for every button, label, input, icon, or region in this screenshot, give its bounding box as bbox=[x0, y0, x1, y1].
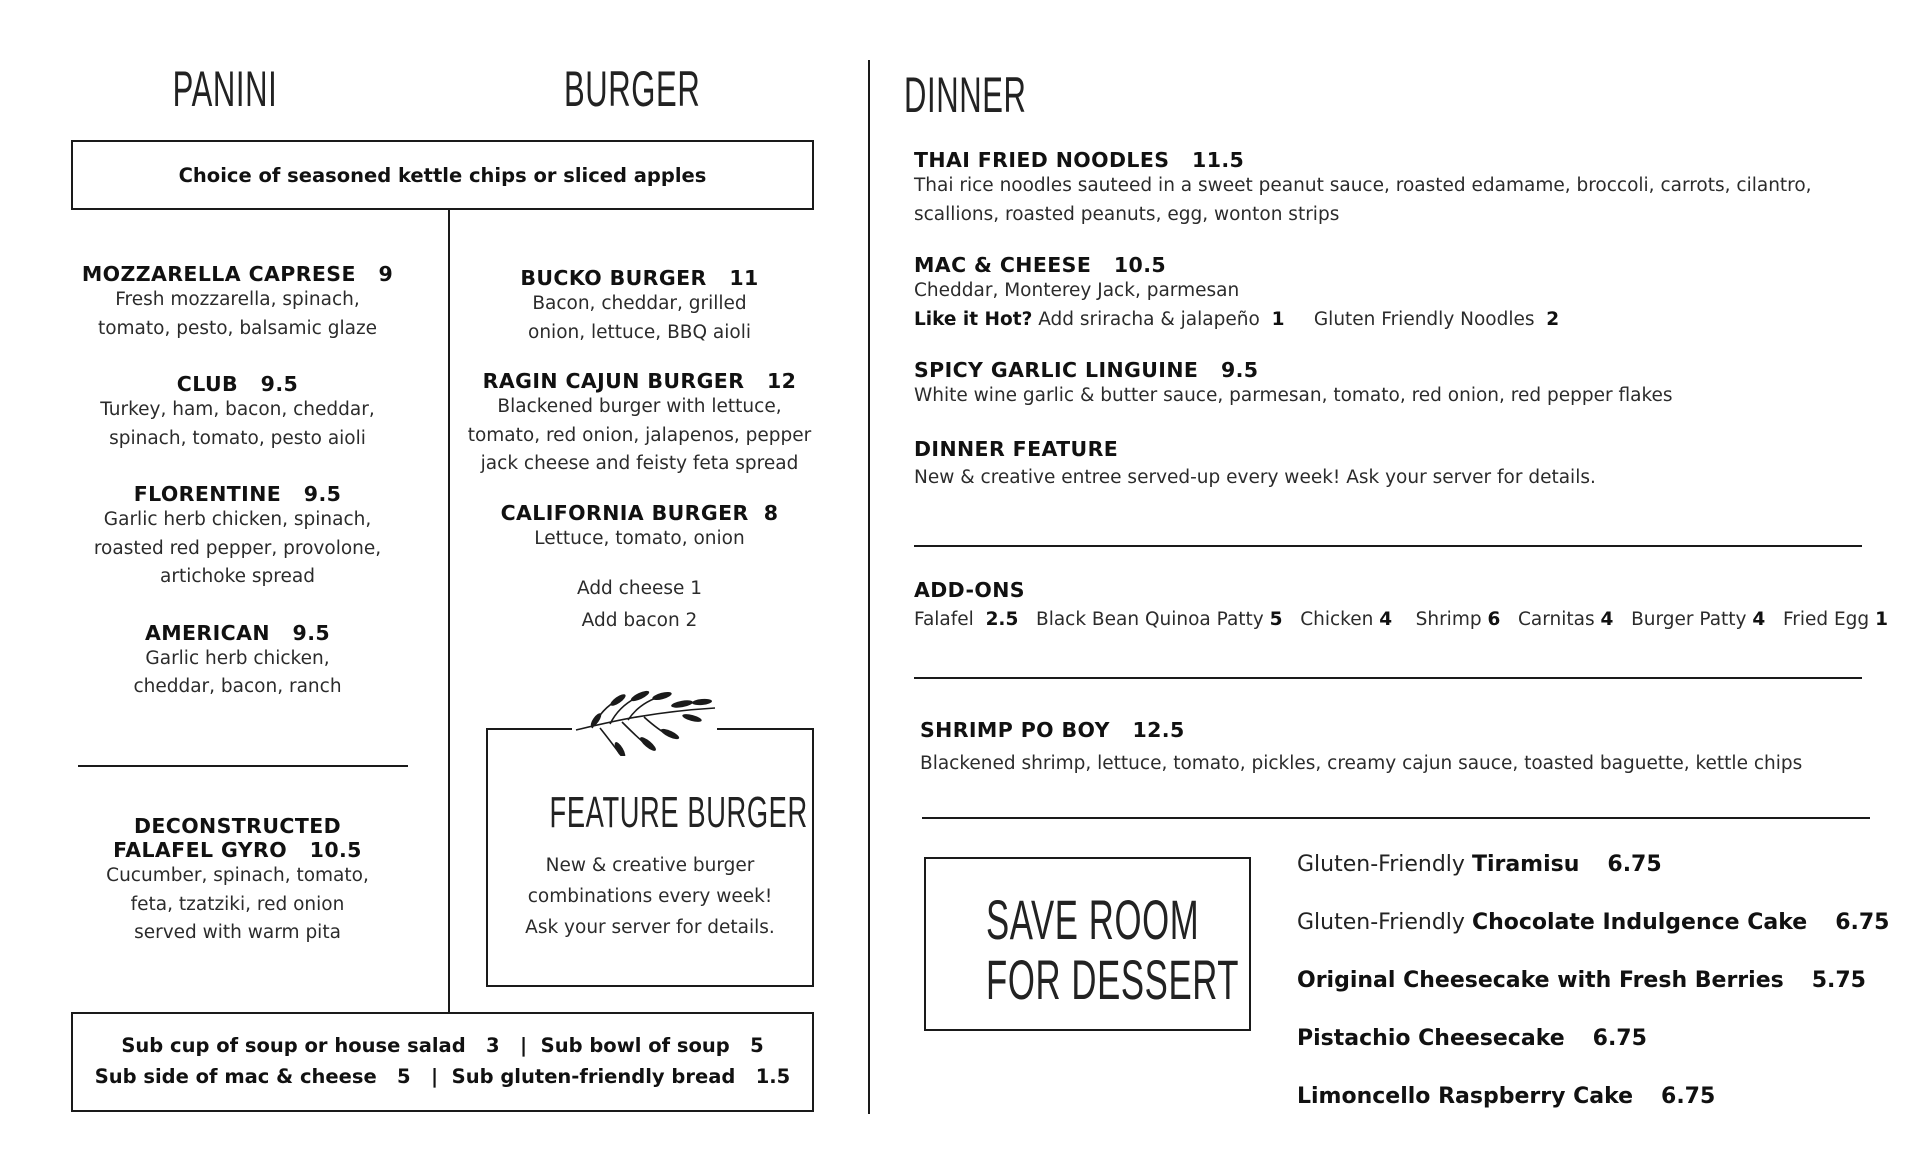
dessert-item bbox=[1297, 852, 1877, 910]
dessert-name: Tiramisu bbox=[1471, 852, 1580, 877]
item-desc: Cucumber, spinach, tomato, bbox=[106, 865, 369, 886]
dinner-section bbox=[914, 148, 1874, 492]
addon-price: 2.5 bbox=[985, 609, 1019, 630]
dessert-box-line: FOR DESSERT bbox=[986, 948, 1240, 1011]
burger-addon: Add cheese 1 bbox=[576, 578, 703, 599]
dessert-list bbox=[1297, 852, 1890, 1142]
item-name: MOZZARELLA CAPRESE bbox=[81, 262, 356, 286]
gf-text: Gluten Friendly Noodles bbox=[1313, 308, 1535, 330]
olive-branch-icon bbox=[570, 684, 720, 756]
item-desc: feta, tzatziki, red onion bbox=[130, 893, 345, 915]
item-price: 11.5 bbox=[1192, 148, 1245, 172]
item-desc: jack cheese and feisty feta spread bbox=[480, 453, 799, 474]
item-price: 9.5 bbox=[292, 620, 331, 645]
item-name: CLUB bbox=[176, 372, 239, 396]
item-name: BUCKO BURGER bbox=[520, 266, 707, 290]
addon-name: Shrimp bbox=[1415, 609, 1482, 630]
dessert-name: Original Cheesecake with Fresh Berries bbox=[1297, 968, 1784, 993]
item-desc: tomato, pesto, balsamic glaze bbox=[97, 317, 378, 339]
item-desc: Turkey, ham, bacon, cheddar, bbox=[100, 399, 375, 420]
addons-section bbox=[914, 578, 1888, 635]
dinner-item bbox=[914, 437, 1874, 493]
dessert-box bbox=[924, 857, 1251, 1031]
panini-burger-divider bbox=[448, 209, 450, 1013]
item-price: 8 bbox=[763, 500, 779, 525]
addon-price: 6 bbox=[1487, 609, 1501, 630]
dessert-item bbox=[1297, 1026, 1877, 1084]
subs-box bbox=[71, 1012, 814, 1112]
addon-price: 1 bbox=[1875, 609, 1888, 630]
dessert-name: Chocolate Indulgence Cake bbox=[1471, 910, 1808, 935]
item-price: 12 bbox=[767, 369, 797, 393]
addon-name: Falafel bbox=[914, 609, 974, 630]
item-desc: Lettuce, tomato, onion bbox=[534, 527, 745, 549]
addon-price: 4 bbox=[1600, 609, 1614, 630]
sides-note-box bbox=[71, 140, 814, 210]
item-price: 10.5 bbox=[1113, 253, 1167, 277]
panini-item bbox=[70, 372, 405, 453]
gyro-item bbox=[70, 814, 405, 948]
item-price: 10.5 bbox=[309, 838, 362, 862]
item-name: AMERICAN bbox=[144, 620, 270, 645]
item-price: 9.5 bbox=[260, 372, 299, 396]
item-desc: Fresh mozzarella, spinach, bbox=[115, 289, 360, 310]
hot-text: Add sriracha & jalapeño bbox=[1038, 308, 1260, 330]
gf-price: 2 bbox=[1546, 308, 1560, 330]
item-desc: served with warm pita bbox=[134, 922, 341, 943]
addon-name: Black Bean Quinoa Patty bbox=[1036, 609, 1264, 630]
addon-name: Burger Patty bbox=[1631, 609, 1747, 630]
item-name: SPICY GARLIC LINGUINE bbox=[914, 358, 1199, 382]
addon-price: 4 bbox=[1752, 609, 1766, 630]
addon-price: 4 bbox=[1379, 609, 1393, 630]
dinner-divider bbox=[868, 60, 870, 1114]
item-desc: scallions, roasted peanuts, egg, wonton strips bbox=[914, 203, 1340, 225]
dinner-item bbox=[914, 358, 1874, 411]
addons-list bbox=[914, 606, 1888, 635]
item-desc: spinach, tomato, pesto aioli bbox=[109, 427, 366, 449]
item-name: SHRIMP PO BOY bbox=[920, 718, 1110, 742]
dessert-price: 6.75 bbox=[1607, 852, 1662, 877]
dessert-item bbox=[1297, 910, 1890, 968]
item-desc: artichoke spread bbox=[160, 566, 315, 587]
burger-item bbox=[462, 501, 817, 554]
feature-burger-desc: combinations every week! bbox=[527, 886, 773, 907]
dinner-divider-1 bbox=[914, 545, 1862, 547]
burger-item bbox=[462, 369, 817, 479]
item-desc: Blackened shrimp, lettuce, tomato, pickles, creamy cajun sauce, toasted baguette, kettle chips bbox=[920, 753, 1803, 774]
item-name: THAI FRIED NOODLES bbox=[914, 148, 1170, 172]
dessert-price: 6.75 bbox=[1661, 1084, 1716, 1109]
item-name: DECONSTRUCTED bbox=[133, 814, 342, 838]
addon-price: 5 bbox=[1269, 609, 1283, 630]
dessert-price: 6.75 bbox=[1592, 1026, 1647, 1051]
item-price: 9.5 bbox=[1220, 358, 1259, 382]
item-name: RAGIN CAJUN BURGER bbox=[482, 369, 745, 393]
burger-heading: BURGER bbox=[564, 61, 701, 117]
item-desc: Bacon, cheddar, grilled bbox=[532, 293, 747, 314]
item-price: 9.5 bbox=[303, 482, 342, 506]
addon-name: Fried Egg bbox=[1782, 609, 1870, 630]
item-desc: New & creative entree served-up every week! Ask your server for details. bbox=[914, 466, 1596, 488]
dinner-divider-2 bbox=[914, 677, 1862, 679]
burger-item bbox=[462, 266, 817, 347]
dessert-name: Limoncello Raspberry Cake bbox=[1297, 1084, 1634, 1109]
addon-name: Carnitas bbox=[1518, 609, 1595, 630]
item-price: 9 bbox=[378, 262, 394, 286]
panini-item bbox=[70, 262, 405, 343]
burger-addon: Add bacon 2 bbox=[581, 609, 698, 631]
item-name: CALIFORNIA BURGER bbox=[500, 500, 749, 525]
subs-line: Sub side of mac & cheese 5 | Sub gluten-friendly bread 1.5 bbox=[94, 1065, 791, 1088]
item-desc: Blackened burger with lettuce, bbox=[497, 396, 782, 417]
item-name: DINNER FEATURE bbox=[914, 436, 1119, 461]
item-name: FLORENTINE bbox=[133, 482, 282, 506]
poboy-item bbox=[920, 718, 1870, 779]
dinner-item bbox=[914, 253, 1874, 334]
feature-burger-title: FEATURE BURGER bbox=[549, 788, 808, 837]
item-desc: Cheddar, Monterey Jack, parmesan bbox=[914, 280, 1240, 301]
panini-item bbox=[70, 621, 405, 702]
item-price: 11 bbox=[729, 266, 759, 290]
item-name: FALAFEL GYRO bbox=[113, 838, 288, 862]
dinner-item bbox=[914, 148, 1874, 229]
item-desc: onion, lettuce, BBQ aioli bbox=[528, 321, 751, 343]
hot-price: 1 bbox=[1271, 308, 1285, 330]
dessert-item bbox=[1297, 1084, 1877, 1142]
feature-burger-desc: New & creative burger bbox=[545, 855, 755, 876]
hot-label: Like it Hot? bbox=[914, 308, 1033, 330]
dessert-name: Pistachio Cheesecake bbox=[1297, 1026, 1565, 1051]
dinner-heading: DINNER bbox=[904, 67, 1027, 123]
item-desc: cheddar, bacon, ranch bbox=[133, 676, 342, 697]
addon-name: Chicken bbox=[1300, 609, 1374, 630]
burger-column bbox=[462, 266, 817, 635]
dessert-price: 6.75 bbox=[1835, 910, 1890, 935]
panini-item bbox=[70, 482, 405, 592]
dessert-box-line: SAVE ROOM bbox=[986, 888, 1200, 951]
dessert-prefix: Gluten-Friendly bbox=[1297, 852, 1465, 877]
item-desc: Garlic herb chicken, spinach, bbox=[103, 509, 372, 530]
dessert-price: 5.75 bbox=[1811, 968, 1866, 993]
panini-heading: PANINI bbox=[172, 61, 278, 117]
feature-burger-box bbox=[486, 728, 814, 987]
item-price: 12.5 bbox=[1132, 718, 1185, 742]
panini-column bbox=[70, 262, 405, 702]
addons-heading: ADD-ONS bbox=[914, 578, 1025, 602]
subs-line: Sub cup of soup or house salad 3 | Sub bowl of soup 5 bbox=[121, 1034, 764, 1057]
panini-divider bbox=[78, 765, 408, 767]
dinner-divider-3 bbox=[922, 817, 1870, 819]
dessert-item bbox=[1297, 968, 1877, 1026]
item-desc: Garlic herb chicken, bbox=[145, 647, 330, 669]
item-name: MAC & CHEESE bbox=[914, 253, 1092, 277]
sides-note: Choice of seasoned kettle chips or sliced apples bbox=[178, 164, 707, 187]
feature-burger-desc: Ask your server for details. bbox=[525, 917, 775, 938]
item-desc: roasted red pepper, provolone, bbox=[93, 537, 382, 559]
item-desc: tomato, red onion, jalapenos, pepper bbox=[467, 424, 812, 446]
dessert-prefix: Gluten-Friendly bbox=[1297, 910, 1465, 935]
hot-options bbox=[914, 306, 1874, 335]
item-desc: Thai rice noodles sauteed in a sweet peanut sauce, roasted edamame, broccoli, carrots, cilantro, bbox=[914, 175, 1812, 196]
item-desc: White wine garlic & butter sauce, parmesan, tomato, red onion, red pepper flakes bbox=[914, 385, 1673, 406]
